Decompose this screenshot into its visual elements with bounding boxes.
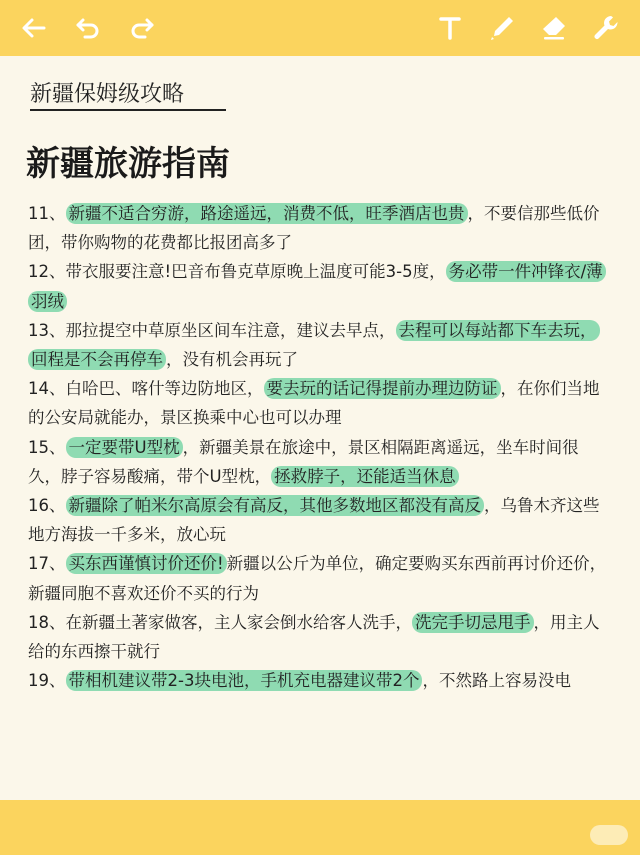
note-subtitle: 新疆保姆级攻略: [30, 82, 185, 107]
tip-text: ，不要信那些低价团，带你购物的花费都比报团高多了: [28, 204, 600, 253]
tip-text: ，不然路上容易没电: [422, 671, 571, 691]
tip-item: [28, 257, 608, 315]
tips-list: [28, 199, 608, 695]
highlighted-text: 要去玩的话记得提前办理边防证: [264, 378, 501, 399]
redo-icon[interactable]: [122, 8, 162, 48]
highlighted-text: 拯救脖子，还能适当休息: [271, 466, 459, 487]
tip-item: [28, 433, 608, 491]
wrench-icon[interactable]: [586, 8, 626, 48]
highlighted-text: 买东西谨慎讨价还价!: [66, 553, 227, 574]
tip-text: ，没有机会再玩了: [166, 350, 298, 370]
tip-number: 13、: [28, 320, 66, 340]
tip-item: [28, 374, 608, 432]
highlighted-text: 带相机建议带2-3块电池，手机充电器建议带2个: [66, 670, 423, 691]
tip-number: 11、: [28, 204, 66, 223]
highlighted-text: 一定要带U型枕: [66, 437, 183, 458]
toolbar-left-group: [14, 8, 162, 48]
toolbar-right-group: [430, 8, 626, 48]
tip-number: 19、: [28, 671, 66, 691]
highlighted-text: 去程可以每站都下车去玩，回程是不会再停车: [28, 320, 600, 370]
note-paper: [0, 56, 640, 800]
tip-text: ，用主人给的东西擦干就行: [28, 612, 600, 662]
eraser-icon[interactable]: [534, 8, 574, 48]
tip-item: [28, 549, 608, 607]
subtitle-underline: [30, 109, 226, 111]
tip-item: [28, 608, 608, 666]
tip-text: 那拉提空中草原坐区间车注意，建议去早点，: [65, 320, 396, 340]
tip-number: 17、: [28, 554, 66, 574]
tip-text: 新疆以公斤为单位，确定要购买东西前再讨价还价，新疆同胞不喜欢还价不买的行为: [28, 554, 607, 603]
tip-number: 14、: [28, 379, 66, 399]
watermark-badge: [590, 825, 628, 845]
tip-number: 18、: [28, 612, 66, 632]
bottom-bar: [0, 800, 640, 855]
tip-number: 15、: [28, 437, 66, 457]
highlighted-text: 洗完手切忌甩手: [412, 612, 534, 633]
pen-icon[interactable]: [482, 8, 522, 48]
tip-item: [28, 666, 608, 695]
back-arrow-icon[interactable]: [14, 8, 54, 48]
toolbar: [0, 0, 640, 56]
tip-item: [28, 491, 608, 549]
highlighted-text: 新疆不适合穷游，路途遥远，消费不低，旺季酒店也贵: [66, 203, 468, 224]
tip-text: ，乌鲁木齐这些地方海拔一千多米，放心玩: [28, 496, 600, 545]
highlighted-text: 务必带一件冲锋衣/薄羽绒: [28, 261, 606, 311]
tip-text: ，新疆美景在旅途中，景区相隔距离遥远，坐车时间很久，脖子容易酸痛，带个U型枕，: [28, 437, 579, 486]
tip-item: [28, 316, 608, 374]
tip-text: ，在你们当地的公安局就能办，景区换乘中心也可以办理: [28, 379, 600, 428]
tip-number: 12、: [28, 262, 66, 282]
text-icon[interactable]: [430, 8, 470, 48]
tip-number: 16、: [28, 496, 66, 516]
highlighted-text: 新疆除了帕米尔高原会有高反，其他多数地区都没有高反: [66, 495, 485, 516]
undo-icon[interactable]: [68, 8, 108, 48]
tip-text: 带衣服要注意!巴音布鲁克草原晚上温度可能3-5度，: [65, 262, 446, 282]
note-title: 新疆旅游指南: [26, 144, 230, 184]
tip-text: 在新疆土著家做客，主人家会倒水给客人洗手，: [65, 612, 412, 632]
tip-item: [28, 199, 608, 257]
tip-text: 白哈巴、喀什等边防地区，: [65, 379, 264, 399]
